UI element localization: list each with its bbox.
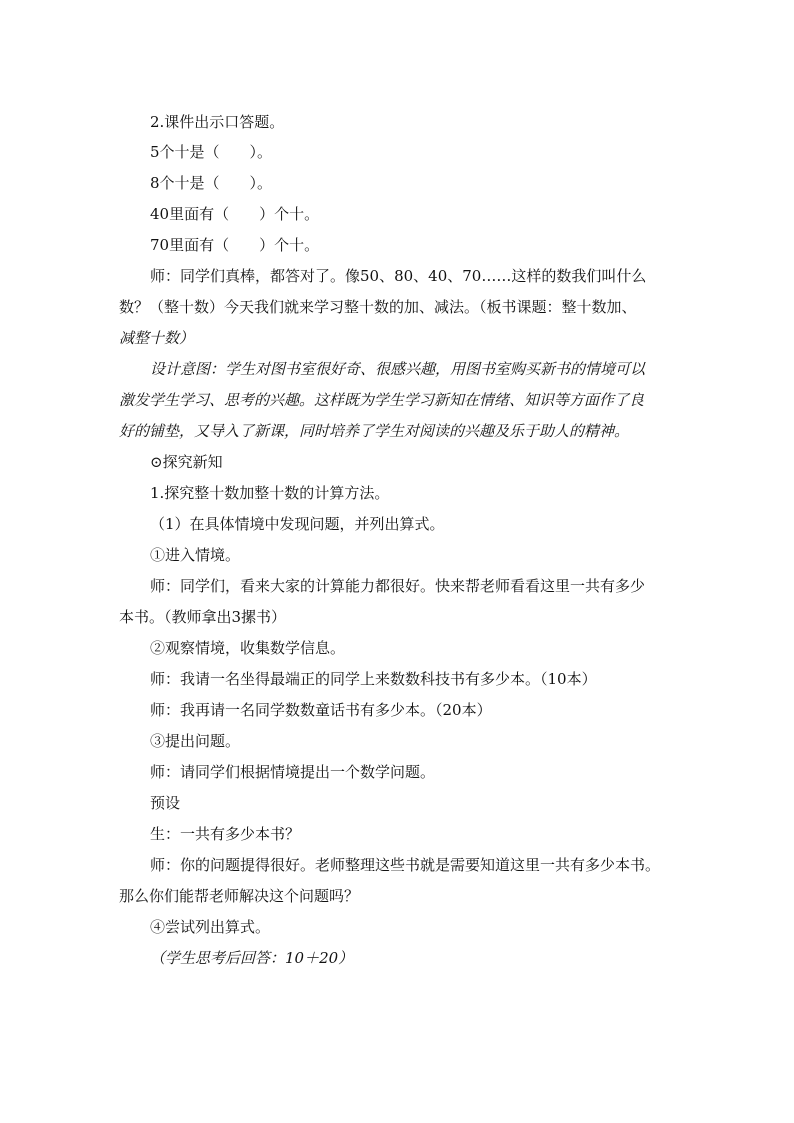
text-line: 预设 xyxy=(150,794,181,812)
text-line: 5个十是（ ）。 xyxy=(150,143,273,161)
section-heading: ⊙探究新知 xyxy=(150,453,223,471)
text-line: 40里面有（ ）个十。 xyxy=(150,205,320,223)
text-line: 减整十数） xyxy=(119,329,195,347)
text-line: 8个十是（ ）。 xyxy=(150,174,273,192)
text-line: 激发学生学习、思考的兴趣。这样既为学生学习新知在情绪、知识等方面作了良 xyxy=(119,391,645,409)
text-line: 好的铺垫，又导入了新课，同时培养了学生对阅读的兴趣及乐于助人的精神。 xyxy=(119,422,630,440)
text-line: ④尝试列出算式。 xyxy=(150,918,271,936)
text-line: 生：一共有多少本书？ xyxy=(150,825,301,843)
text-line: ②观察情境，收集数学信息。 xyxy=(150,639,346,657)
text-line: 师：同学们，看来大家的计算能力都很好。快来帮老师看看这里一共有多少 xyxy=(150,577,646,595)
text-line: 师：同学们真棒，都答对了。像50、80、40、70……这样的数我们叫什么 xyxy=(150,267,647,285)
text-line: 师：请同学们根据情境提出一个数学问题。 xyxy=(150,763,436,781)
text-line: ③提出问题。 xyxy=(150,732,241,750)
text-line: 设计意图：学生对图书室很好奇、很感兴趣，用图书室购买新书的情境可以 xyxy=(150,360,646,378)
text-line: 师：我再请一名同学数数童话书有多少本。（20本） xyxy=(150,701,492,719)
text-line: ①进入情境。 xyxy=(150,546,241,564)
text-line: （学生思考后回答：10＋20） xyxy=(150,949,354,967)
text-line: 1.探究整十数加整十数的计算方法。 xyxy=(150,484,390,502)
text-line: 2.课件出示口答题。 xyxy=(150,113,285,131)
text-line: （1）在具体情境中发现问题，并列出算式。 xyxy=(150,515,445,533)
text-line: 师：你的问题提得很好。老师整理这些书就是需要知道这里一共有多少本书。 xyxy=(150,856,661,874)
text-line: 师：我请一名坐得最端正的同学上来数数科技书有多少本。（10本） xyxy=(150,670,597,688)
text-line: 那么你们能帮老师解决这个问题吗？ xyxy=(119,887,360,905)
text-line: 数？（整十数）今天我们就来学习整十数的加、减法。（板书课题：整十数加、 xyxy=(119,298,637,316)
text-line: 本书。（教师拿出3摞书） xyxy=(119,608,287,626)
text-line: 70里面有（ ）个十。 xyxy=(150,236,320,254)
